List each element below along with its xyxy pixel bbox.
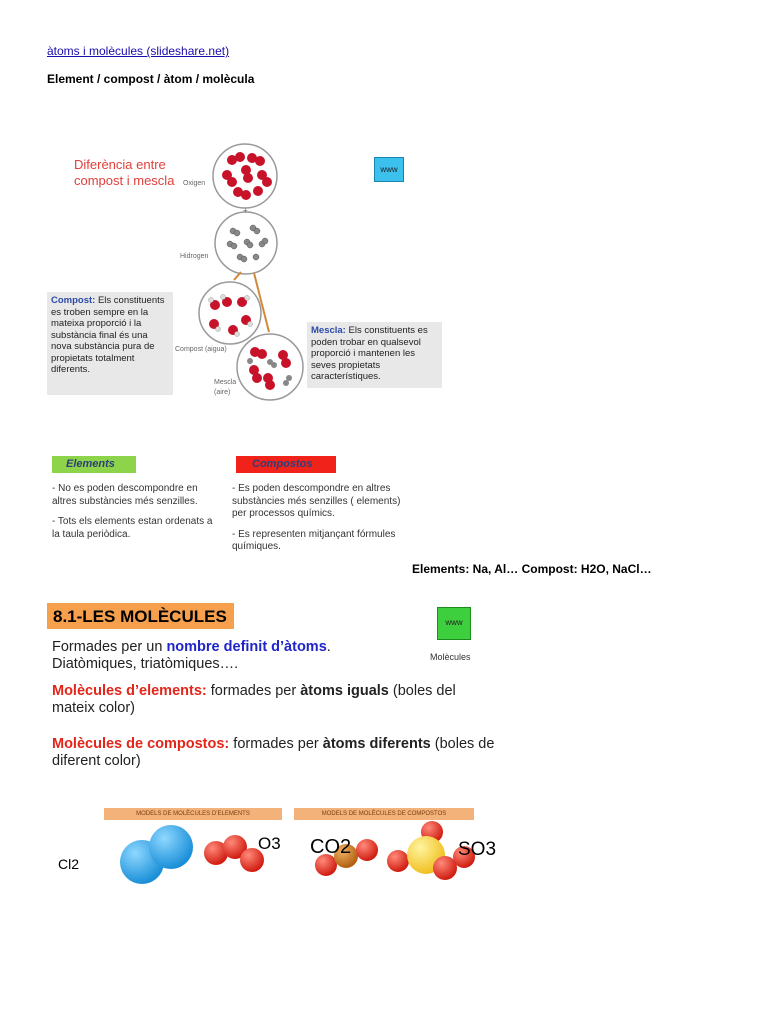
element-molecules-label: Molècules d’elements: [52, 683, 207, 699]
examples-text: Elements: Na, Al… Compost: H2O, NaCl… [412, 562, 652, 576]
list-item: - Es representen mitjançant fórmules químiques. [232, 528, 396, 552]
element-molecules-bold: àtoms iguals [300, 683, 389, 699]
mescla-term: Mescla: [311, 325, 346, 336]
elements-list [52, 483, 222, 549]
mescla-description: Els constituents es poden trobar en qualsevol proporció i mantenen les seves propietats característiques. [311, 325, 428, 382]
strip-compostos: MODELS DE MOLÈCULES DE COMPOSTOS [294, 808, 474, 820]
diagram-title: Diferència entre compost i mescla [74, 157, 175, 188]
compound-molecules-label: Molècules de compostos: [52, 736, 230, 752]
compound-circle [199, 282, 261, 344]
compound-molecules-text [52, 736, 502, 770]
list-item: - No es poden descompondre en altres substàncies més senzilles. [52, 483, 198, 507]
compostos-list [232, 483, 410, 562]
elements-tag: Elements [52, 456, 136, 473]
o3-label: O3 [258, 834, 281, 853]
intro-period: . [326, 639, 331, 655]
intro-types: Diatòmiques, triatòmiques…. [52, 656, 239, 672]
intro-highlight: nombre definit d’àtoms [166, 639, 327, 655]
mixture-circle [237, 334, 303, 400]
strip-elements: MODELS DE MOLÈCULES D’ELEMENTS [104, 808, 282, 820]
www-link-button[interactable]: www [374, 157, 404, 182]
list-item: - Tots els elements estan ordenats a la taula periòdica. [52, 516, 213, 540]
compost-term: Compost: [51, 295, 96, 306]
compound-molecules-bold: àtoms diferents [322, 736, 431, 752]
so3-label: SO3 [458, 839, 497, 860]
compound-molecules-mid: formades per [229, 736, 323, 752]
cl2-label: Cl2 [58, 856, 80, 872]
element-molecules-post: (boles del mateix color) [52, 683, 456, 716]
label-oxygen: Oxigen [183, 180, 206, 187]
mescla-callout [307, 322, 442, 388]
compost-callout [47, 292, 173, 395]
www-caption: Molècules [430, 652, 471, 662]
page-subtitle: Element / compost / àtom / molècula [47, 72, 255, 86]
plus-sign: + [243, 206, 248, 215]
cl2-model [120, 825, 193, 884]
co2-label: CO2 [310, 836, 352, 858]
list-item: - Es poden descompondre en altres substàncies més senzilles ( elements) per processos químics. [232, 483, 401, 519]
source-link[interactable]: àtoms i molècules (slideshare.net) [47, 44, 230, 58]
section-title: 8.1-LES MOLÈCULES [47, 603, 234, 629]
compound-molecules-post: (boles de diferent color) [52, 736, 495, 769]
compost-description: Els constituents es troben sempre en la mateixa proporció i la substància final és una nova substància pura de propietats totalment diferents. [51, 295, 165, 375]
intro-text: Formades per un [52, 639, 167, 655]
www-link-button[interactable]: www [437, 607, 471, 640]
label-hydrogen: Hidrogen [180, 253, 209, 260]
label-mixture: Mescla (aire) [214, 379, 237, 396]
element-molecules-mid: formades per [206, 683, 301, 699]
molecule-models [104, 820, 504, 890]
o3-model [204, 835, 264, 872]
element-molecules-text [52, 683, 502, 717]
molecules-intro [52, 639, 422, 673]
label-compound: Compost (aigua) [175, 346, 227, 353]
compostos-tag: Compostos [236, 456, 336, 473]
